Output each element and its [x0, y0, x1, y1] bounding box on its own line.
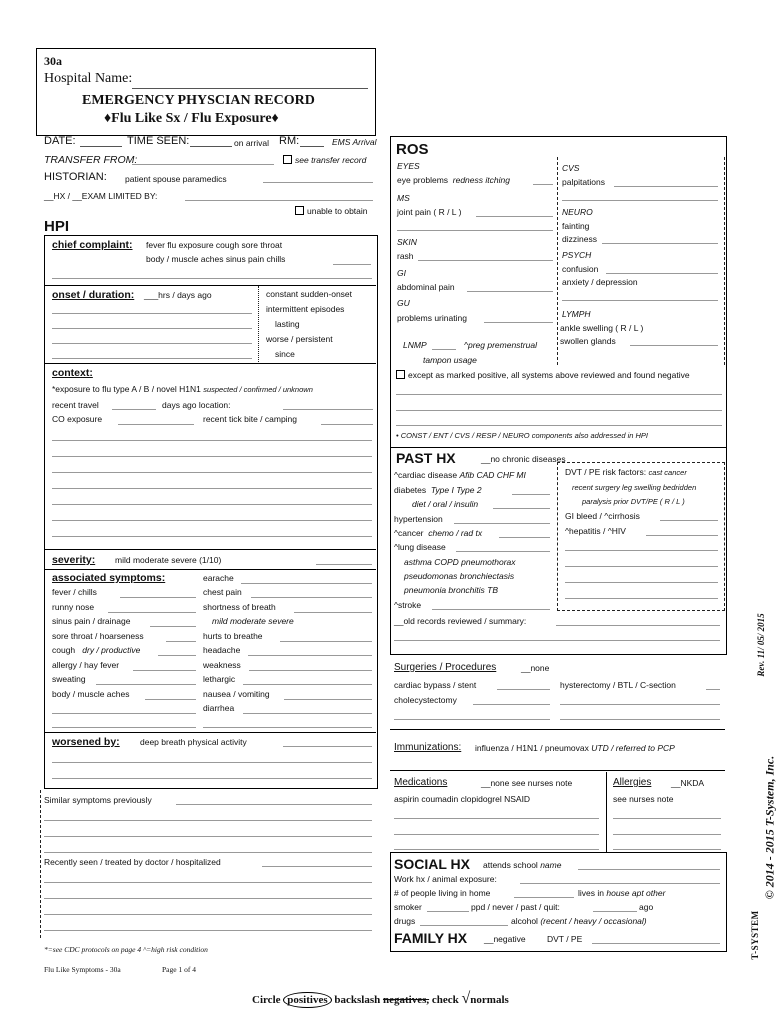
footer-page-left: Flu Like Symptoms - 30a [44, 965, 121, 974]
hx-line[interactable] [556, 625, 720, 626]
ros-joint-pain[interactable]: joint pain ( R / L ) [397, 207, 462, 217]
hpi-line[interactable] [52, 472, 372, 473]
onset-opt2[interactable]: intermittent episodes [266, 304, 345, 314]
social-drugs[interactable]: drugs [394, 916, 416, 926]
allergy-line[interactable] [613, 849, 721, 850]
ros-line[interactable] [630, 345, 718, 346]
dvt-row3[interactable]: paralysis prior DVT/PE ( R / L ) [582, 497, 685, 506]
ros-line[interactable] [396, 394, 722, 395]
positives-circled: positives [283, 992, 331, 1008]
assoc-line[interactable] [284, 699, 372, 700]
worsened-options[interactable]: deep breath physical activity [140, 737, 247, 747]
on-arrival: on arrival [234, 138, 269, 148]
assoc-sore-throat[interactable]: sore throat / hoarseness [52, 631, 144, 641]
hpi-line[interactable] [52, 456, 372, 457]
hx-line[interactable] [394, 640, 720, 641]
onset-opt3[interactable]: lasting [275, 319, 300, 329]
meds-list[interactable]: aspirin coumadin clopidogrel NSAID [394, 794, 531, 804]
ros-line[interactable] [606, 273, 718, 274]
travel-days-field[interactable] [112, 409, 156, 410]
family-negative[interactable]: __negative [484, 934, 526, 944]
assoc-body-aches[interactable]: body / muscle aches [52, 689, 130, 699]
onset-line[interactable] [52, 343, 252, 344]
hx-diet[interactable]: diet / oral / insulin [412, 499, 479, 509]
assoc-diarrhea[interactable]: diarrhea [203, 703, 235, 713]
ros-ankle[interactable]: ankle swelling ( R / L ) [560, 323, 644, 333]
assoc-cough[interactable]: cough dry / productive [52, 645, 141, 655]
meds-line[interactable] [394, 849, 599, 850]
recently-line[interactable] [44, 882, 372, 883]
ros-line[interactable] [396, 425, 722, 426]
hx-cardiac[interactable]: ^cardiac disease Afib CAD CHF MI [394, 470, 526, 480]
hpi-title: HPI [44, 218, 70, 235]
social-ago: ago [639, 902, 654, 912]
onset-line[interactable] [52, 358, 252, 359]
ros-line[interactable] [484, 322, 553, 323]
social-alcohol[interactable]: alcohol (recent / heavy / occasional) [511, 916, 647, 926]
assoc-line[interactable] [243, 713, 372, 714]
recently-line[interactable] [44, 914, 372, 915]
hx-hypertension[interactable]: hypertension [394, 514, 443, 524]
context-label: context: [52, 367, 93, 379]
negatives-slashed: negatives, [382, 994, 430, 1006]
historian-field[interactable] [263, 182, 373, 183]
hpi-line[interactable] [52, 488, 372, 489]
surgeries-none[interactable]: __none [521, 663, 550, 673]
hx-exam-limited: __HX / __EXAM LIMITED BY: [44, 191, 158, 201]
left-dashed-border [40, 790, 41, 938]
ros-rash[interactable]: rash [397, 251, 414, 261]
immunizations-options[interactable]: influenza / H1N1 / pneumovax UTD / referred to PCP [475, 743, 675, 753]
unable-to-obtain[interactable]: unable to obtain [295, 206, 368, 216]
similar-line[interactable] [44, 836, 372, 837]
social-work[interactable]: Work hx / animal exposure: [394, 874, 497, 884]
hx-exam-field[interactable] [185, 200, 373, 201]
form-title: EMERGENCY PHYSCIAN RECORD [82, 93, 315, 108]
ros-gu: GU [397, 298, 410, 308]
worsened-line[interactable] [52, 778, 372, 779]
ros-confusion[interactable]: confusion [562, 264, 599, 274]
severity-label: severity: [52, 554, 96, 566]
assoc-line[interactable] [280, 641, 372, 642]
footer-note: *=see CDC protocols on page 4 ^=high risk condition [44, 945, 208, 954]
social-line[interactable] [427, 911, 469, 912]
assoc-sinus[interactable]: sinus pain / drainage [52, 616, 131, 626]
assoc-line[interactable] [248, 655, 372, 656]
social-line[interactable] [514, 897, 574, 898]
see-transfer[interactable]: see transfer record [283, 155, 366, 165]
hx-line[interactable] [512, 494, 550, 495]
onset-opt4[interactable]: worse / persistent [266, 334, 333, 344]
ems-arrival: EMS Arrival [332, 137, 377, 147]
ros-dizziness[interactable]: dizziness [562, 234, 597, 244]
old-records[interactable]: __old records reviewed / summary: [394, 616, 527, 626]
cc-blank[interactable] [333, 264, 371, 265]
allergies-see[interactable]: see nurses note [613, 794, 674, 804]
date-label: DATE: [44, 135, 76, 147]
worsened-field[interactable] [283, 746, 372, 747]
assoc-chest-pain[interactable]: chest pain [203, 587, 242, 597]
lnmp-field[interactable] [432, 349, 456, 350]
ros-neuro: NEURO [562, 207, 593, 217]
context-recent-travel[interactable]: recent travel [52, 400, 99, 410]
surg-line[interactable] [560, 704, 720, 705]
except-checkbox[interactable] [396, 370, 405, 379]
recently-line[interactable] [44, 930, 372, 931]
hx-line[interactable] [432, 609, 550, 610]
cc-options-row2[interactable]: body / muscle aches sinus pain chills [146, 254, 286, 264]
unable-checkbox[interactable] [295, 206, 304, 215]
recently-line[interactable] [44, 898, 372, 899]
surg-line[interactable] [497, 689, 550, 690]
assoc-nausea[interactable]: nausea / vomiting [203, 689, 270, 699]
hpi-line[interactable] [52, 520, 372, 521]
hospital-name-field[interactable] [132, 88, 368, 89]
social-people[interactable]: # of people living in home [394, 888, 491, 898]
social-hx-title: SOCIAL HX [394, 856, 470, 872]
dvt-gi-bleed[interactable]: GI bleed / ^cirrhosis [565, 511, 640, 521]
ros-except[interactable]: except as marked positive, all systems above reviewed and found negative [396, 370, 690, 380]
ros-line[interactable] [533, 184, 553, 185]
dvt-row2[interactable]: recent surgery leg swelling bedridden [572, 483, 697, 492]
form-subtitle: ♦Flu Like Sx / Flu Exposure♦ [104, 111, 279, 126]
assoc-weakness[interactable]: weakness [203, 660, 241, 670]
time-seen-label: TIME SEEN: [127, 135, 190, 147]
assoc-line[interactable] [166, 641, 196, 642]
social-line[interactable] [578, 869, 720, 870]
rm-field[interactable] [300, 146, 324, 147]
recently-field[interactable] [262, 866, 372, 867]
ros-right-dashed [557, 157, 725, 365]
medications-label: Medications [394, 777, 448, 788]
assoc-line[interactable] [52, 713, 196, 714]
onset-line[interactable] [52, 328, 252, 329]
hx-line[interactable] [493, 508, 550, 509]
assoc-line[interactable] [241, 583, 372, 584]
ros-line[interactable] [476, 216, 553, 217]
const-note: • CONST / ENT / CVS / RESP / NEURO components also addressed in HPI [396, 431, 649, 440]
assoc-line[interactable] [203, 727, 372, 728]
social-smoker-opts[interactable]: ppd / never / past / quit: [471, 902, 560, 912]
assoc-line[interactable] [145, 699, 196, 700]
meds-divider [606, 772, 607, 852]
assoc-line[interactable] [158, 655, 196, 656]
ros-fainting[interactable]: fainting [562, 221, 590, 231]
context-travel-location: days ago location: [162, 400, 231, 410]
cc-options-row1[interactable]: fever flu exposure cough sore throat [146, 240, 283, 250]
surg-hyster[interactable]: hysterectomy / BTL / C-section [560, 680, 676, 690]
ros-lymph: LYMPH [562, 309, 591, 319]
ros-line[interactable] [562, 300, 718, 301]
allergies-nkda[interactable]: __NKDA [671, 778, 705, 788]
hx-line[interactable] [454, 523, 550, 524]
ros-lnmp[interactable]: LNMP [403, 340, 427, 350]
tick-field[interactable] [321, 424, 373, 425]
instructions: Circle positives backslash negatives, check √normals [252, 990, 509, 1007]
ros-urinating[interactable]: problems urinating [397, 313, 467, 323]
severity-field[interactable] [316, 564, 372, 565]
no-chronic[interactable]: __no chronic diseases [481, 454, 566, 464]
hx-line[interactable] [565, 550, 718, 551]
footer-page-num: Page 1 of 4 [162, 965, 196, 974]
rm-label: RM: [279, 135, 300, 147]
ros-eyes: EYES [397, 161, 420, 171]
hx-line[interactable] [456, 551, 550, 552]
ros-cvs: CVS [562, 163, 580, 173]
family-hx-title: FAMILY HX [394, 930, 468, 946]
allergies-label: Allergies [613, 777, 652, 788]
historian-options[interactable]: patient spouse paramedics [125, 174, 227, 184]
surg-chole[interactable]: cholecystectomy [394, 695, 457, 705]
ros-line[interactable] [397, 230, 553, 231]
social-line[interactable] [593, 911, 637, 912]
past-hx-title: PAST HX [396, 450, 456, 466]
assoc-sob-severity[interactable]: mild moderate severe [212, 616, 294, 626]
meds-none[interactable]: __none see nurses note [481, 778, 573, 788]
transfer-label: TRANSFER FROM: [44, 154, 138, 166]
hx-stroke[interactable]: ^stroke [394, 600, 422, 610]
assoc-line[interactable] [249, 670, 372, 671]
hospital-label: Hospital Name: [44, 71, 133, 86]
ros-line[interactable] [418, 260, 553, 261]
ros-line[interactable] [614, 186, 718, 187]
chief-complaint-label: chief complaint: [52, 239, 133, 251]
ros-psych: PSYCH [562, 250, 592, 260]
social-line[interactable] [420, 925, 508, 926]
time-seen-field[interactable] [190, 146, 232, 147]
hpi-line[interactable] [52, 536, 372, 537]
date-field[interactable] [80, 146, 122, 147]
onset-opt1[interactable]: constant sudden-onset [266, 289, 353, 299]
divider [390, 770, 725, 771]
hx-diabetes[interactable]: diabetes Type I Type 2 [394, 485, 482, 495]
hx-cancer[interactable]: ^cancer chemo / rad tx [394, 528, 483, 538]
surg-cardiac[interactable]: cardiac bypass / stent [394, 680, 477, 690]
ros-palpitations[interactable]: palpitations [562, 177, 606, 187]
onset-value[interactable]: ___hrs / days ago [144, 290, 212, 300]
transfer-field[interactable] [132, 164, 274, 165]
ros-title: ROS [396, 141, 429, 158]
assoc-line[interactable] [294, 612, 372, 613]
surg-line[interactable] [560, 719, 720, 720]
hx-line[interactable] [565, 566, 718, 567]
assoc-allergy[interactable]: allergy / hay fever [52, 660, 120, 670]
social-lives[interactable]: lives in house apt other [578, 888, 666, 898]
assoc-line[interactable] [120, 597, 196, 598]
hx-line[interactable] [499, 537, 550, 538]
context-tick-bite[interactable]: recent tick bite / camping [203, 414, 298, 424]
worsened-by-label: worsened by: [52, 736, 120, 748]
ros-tampon[interactable]: tampon usage [423, 355, 477, 365]
assoc-line[interactable] [96, 684, 196, 685]
worsened-line[interactable] [52, 762, 372, 763]
assoc-line[interactable] [150, 626, 196, 627]
assoc-line[interactable] [108, 612, 196, 613]
divider [44, 732, 376, 733]
recently-seen[interactable]: Recently seen / treated by doctor / hospitalized [44, 857, 221, 867]
surg-line[interactable] [706, 689, 720, 690]
side-copyright: © 2014 - 2015 T-System, Inc. [762, 755, 777, 900]
t-system-logo: T-SYSTEM [750, 910, 760, 960]
social-smoker[interactable]: smoker [394, 902, 422, 912]
social-line[interactable] [520, 883, 720, 884]
form-number: 30a [44, 54, 62, 68]
hx-lung[interactable]: ^lung disease [394, 542, 446, 552]
hx-line[interactable] [646, 535, 718, 536]
dvt-hepatitis[interactable]: ^hepatitis / ^HIV [565, 526, 626, 536]
ros-abd-pain[interactable]: abdominal pain [397, 282, 455, 292]
assoc-line[interactable] [243, 684, 372, 685]
ros-swollen[interactable]: swollen glands [560, 336, 616, 346]
onset-line[interactable] [52, 313, 252, 314]
ros-eye-problems[interactable]: eye problems redness itching [397, 175, 510, 185]
similar-line[interactable] [44, 820, 372, 821]
similar-field[interactable] [176, 804, 372, 805]
surg-line[interactable] [473, 704, 550, 705]
ros-line[interactable] [467, 291, 553, 292]
assoc-sob[interactable]: shortness of breath [203, 602, 276, 612]
meds-line[interactable] [394, 834, 599, 835]
ros-skin: SKIN [397, 237, 417, 247]
surgeries-label: Surgeries / Procedures [394, 662, 497, 673]
assoc-lethargic[interactable]: lethargic [203, 674, 236, 684]
see-transfer-checkbox[interactable] [283, 155, 292, 164]
hx-lung1[interactable]: asthma COPD pneumothorax [404, 557, 516, 567]
hx-line[interactable] [565, 598, 718, 599]
co-field[interactable] [118, 424, 194, 425]
hx-lung3[interactable]: pneumonia bronchitis TB [404, 585, 499, 595]
immunizations-label: Immunizations: [394, 742, 462, 753]
assoc-headache[interactable]: headache [203, 645, 241, 655]
context-co-exposure[interactable]: CO exposure [52, 414, 103, 424]
check-mark-icon: √ [461, 990, 471, 1007]
onset-label: onset / duration: [52, 289, 135, 301]
ros-ms: MS [397, 193, 410, 203]
assoc-symptoms-label: associated symptoms: [52, 572, 166, 584]
meds-line[interactable] [394, 818, 599, 819]
similar-symptoms[interactable]: Similar symptoms previously [44, 795, 152, 805]
location-field[interactable] [283, 409, 373, 410]
ros-gi: GI [397, 268, 406, 278]
allergy-line[interactable] [613, 834, 721, 835]
ros-line[interactable] [562, 200, 718, 201]
historian-label: HISTORIAN: [44, 171, 107, 183]
hx-line[interactable] [565, 582, 718, 583]
divider [44, 549, 376, 550]
ros-line[interactable] [602, 243, 718, 244]
assoc-runny-nose[interactable]: runny nose [52, 602, 95, 612]
assoc-hurts-breathe[interactable]: hurts to breathe [203, 631, 263, 641]
surg-line[interactable] [394, 719, 550, 720]
ros-anxiety[interactable]: anxiety / depression [562, 277, 638, 287]
family-dvt[interactable]: DVT / PE [547, 934, 583, 944]
assoc-earache[interactable]: earache [203, 573, 234, 583]
hx-lung2[interactable]: pseudomonas bronchiectasis [404, 571, 515, 581]
cc-line[interactable] [52, 278, 372, 279]
divider [44, 363, 376, 364]
hpi-line[interactable] [52, 440, 372, 441]
allergy-line[interactable] [613, 818, 721, 819]
assoc-sweating[interactable]: sweating [52, 674, 86, 684]
context-flu-exposure[interactable]: *exposure to flu type A / B / novel H1N1 suspected / confirmed / unknown [52, 384, 313, 394]
hpi-line[interactable] [52, 504, 372, 505]
severity-options[interactable]: mild moderate severe (1/10) [115, 555, 222, 565]
social-school[interactable]: attends school name [483, 860, 562, 870]
assoc-line[interactable] [133, 670, 196, 671]
ros-preg[interactable]: ^preg premenstrual [464, 340, 537, 350]
similar-line[interactable] [44, 852, 372, 853]
hx-line[interactable] [660, 520, 718, 521]
ros-line[interactable] [396, 410, 722, 411]
assoc-line[interactable] [52, 727, 196, 728]
dvt-title: DVT / PE risk factors: cast cancer [565, 467, 687, 477]
divider [44, 569, 376, 570]
assoc-fever[interactable]: fever / chills [52, 587, 97, 597]
side-rev: Rev. 11/ 05/ 2015 [756, 613, 766, 677]
assoc-line[interactable] [251, 597, 372, 598]
family-line[interactable] [592, 943, 720, 944]
divider [390, 729, 725, 730]
onset-opt5[interactable]: since [275, 349, 295, 359]
